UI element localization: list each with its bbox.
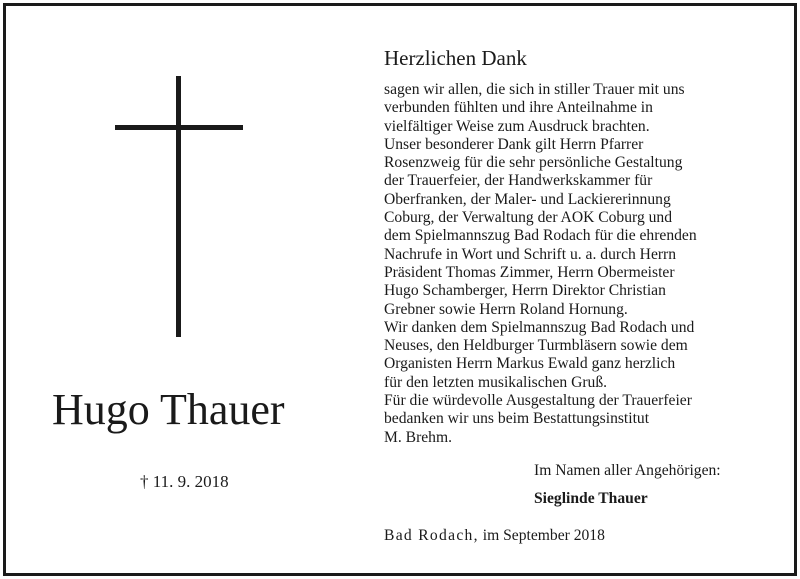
body-line: Nachrufe in Wort und Schrift u. a. durch Herrn — [384, 245, 677, 263]
thanks-body — [384, 81, 697, 447]
body-line: Hugo Schamberger, Herrn Direktor Christian — [384, 282, 666, 300]
place-town: Bad Rodach, — [384, 527, 479, 544]
body-line: Neuses, den Heldburger Turmbläsern sowie dem — [384, 337, 688, 355]
body-line: Rosenzweig für die sehr persönliche Gestaltung — [384, 154, 683, 172]
signer-name: Sieglinde Thauer — [534, 490, 648, 507]
body-line: M. Brehm. — [384, 428, 453, 446]
cross-horizontal-bar — [115, 125, 243, 130]
body-line: für den letzten musikalischen Gruß. — [384, 373, 608, 391]
cross-vertical-bar — [176, 76, 181, 337]
body-line: Organisten Herrn Markus Ewald ganz herzlich — [384, 355, 676, 373]
place-date: im September 2018 — [478, 527, 605, 544]
body-line: Oberfranken, der Maler- und Lackiererinnung — [384, 190, 671, 208]
body-line: verbunden fühlten und ihre Anteilnahme in — [384, 99, 653, 117]
body-line: sagen wir allen, die sich in stiller Trauer mit uns — [384, 81, 685, 98]
body-line: Präsident Thomas Zimmer, Herrn Obermeister — [384, 263, 675, 281]
body-line: Für die würdevolle Ausgestaltung der Trauerfeier — [384, 392, 692, 410]
body-line: dem Spielmannszug Bad Rodach für die ehrenden — [384, 227, 697, 245]
body-line: der Trauerfeier, der Handwerkskammer für — [384, 172, 653, 190]
body-line: Grebner sowie Herrn Roland Hornung. — [384, 300, 628, 318]
place-and-date — [384, 526, 605, 546]
body-line: vielfältiger Weise zum Ausdruck brachten. — [384, 117, 650, 135]
body-line: Unser besonderer Dank gilt Herrn Pfarrer — [384, 135, 644, 153]
body-line: Wir danken dem Spielmannszug Bad Rodach und — [384, 318, 695, 336]
closing-phrase: Im Namen aller Angehörigen: — [534, 462, 721, 479]
deceased-name: Hugo Thauer — [52, 385, 285, 434]
death-date: † 11. 9. 2018 — [140, 472, 229, 491]
body-line: bedanken wir uns beim Bestattungsinstitut — [384, 410, 650, 428]
thanks-heading: Herzlichen Dank — [384, 46, 527, 70]
body-line: Coburg, der Verwaltung der AOK Coburg und — [384, 209, 673, 227]
